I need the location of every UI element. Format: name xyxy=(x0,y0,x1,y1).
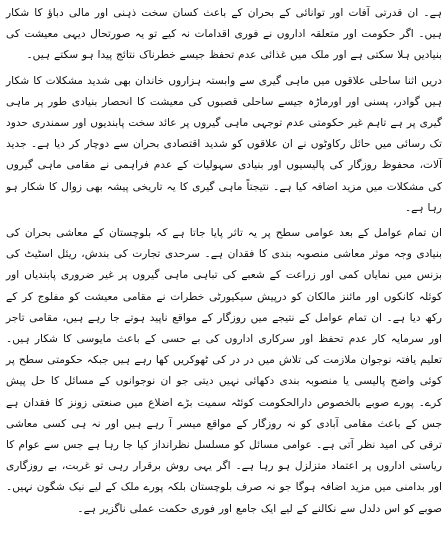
paragraph-economic-crisis: ان تمام عوامل کے بعد عوامی سطح پر یہ تاثر پایا جاتا ہے کہ بلوچستان کے معاشی بحران کی بنیادی وجہ موثر معاشی منصوبہ بندی کا فقدان ہے۔ سرحدی تجارت کی بندش، ریئل اسٹیٹ کی بزنس میں نمایاں کمی اور زراعت کے شعبے کی تباہی ماہی گیروں پر غیر ضروری پابندیاں اور کوئلہ کانکوں اور مائنز مالکان کو درپیش سیکیورٹی خطرات نے مقامی معیشت کو مفلوج کر کے رکھ دیا ہے۔ ان تمام عوامل کے نتیجے میں روزگار کے مواقع ناپید ہوتے جا رہے ہیں، مقامی تاجر اور سرمایہ کار عدم تحفظ اور سرکاری اداروں کی بے حسی کے باعث مایوسی کا شکار ہیں۔ تعلیم یافتہ نوجوان ملازمت کی تلاش میں در در کی ٹھوکریں کھا رہے ہیں جبکہ حکومتی سطح پر کوئی واضح پالیسی یا منصوبہ بندی دکھائی نہیں دیتی جو ان نوجوانوں کے مسائل کا حل پیش کرے۔ پورے صوبے بالخصوص دارالحکومت کوئٹہ سمیت بڑے اضلاع میں صنعتی زونز کا فقدان ہے جس کے باعث مقامی آبادی کو نہ روزگار کے مواقع میسر آ رہے ہیں اور نہ ہی کسی معاشی ترقی کی امید نظر آتی ہے۔ عوامی مسائل کو مسلسل نظرانداز کیا جا رہا ہے جس سے عوام کا ریاستی اداروں پر اعتماد متزلزل ہو رہا ہے۔ اگر یہی روش برقرار رہی تو غربت، بے روزگاری اور بدامنی میں مزید اضافہ ہوگا جو نہ صرف بلوچستان بلکہ پورے ملک کے لیے نیک شگون نہیں۔ صوبے کو اس دلدل سے نکالنے کے لیے ایک جامع اور فوری حکمت عملی ناگزیر ہے۔ xyxy=(6,227,442,515)
paragraph-fisheries: دریں اثنا ساحلی علاقوں میں ماہی گیری سے وابستہ ہزاروں خاندان بھی شدید مشکلات کا شکار ہیں گوادر، پسنی اور اورماڑہ جیسے ساحلی قصبوں کی معیشت کا انحصار بنیادی طور پر ماہی گیری پر ہے تاہم غیر حکومتی عدم توجہی ماہی گیروں پر عائد سخت پابندیوں اور سمندری حدود تک رسائی میں حائل رکاوٹوں نے ان علاقوں کو شدید اقتصادی بحران سے دوچار کر دیا ہے۔ جدید آلات، محفوظ روزگار کی پالیسیوں اور بنیادی سہولیات کے عدم فراہمی نے مقامی ماہی گیروں کی مشکلات میں مزید اضافہ کیا ہے۔ نتیجتاً ماہی گیری کا یہ تاریخی پیشہ بھی زوال کا شکار ہو رہا ہے۔ xyxy=(6,74,442,214)
paragraph-farmers-crisis: ہے۔ ان قدرتی آفات اور توانائی کے بحران کے باعث کسان سخت ذہنی اور مالی دباؤ کا شکار ہیں۔ اگر حکومت اور متعلقہ اداروں نے فوری اقدامات نہ کیے تو یہ صورتحال دیہی معیشت کی بنیادیں ہلا سکتی ہے اور ملک میں غذائی عدم تحفظ جیسے خطرناک نتائج پیدا ہو سکتے ہیں۔ xyxy=(6,7,442,62)
